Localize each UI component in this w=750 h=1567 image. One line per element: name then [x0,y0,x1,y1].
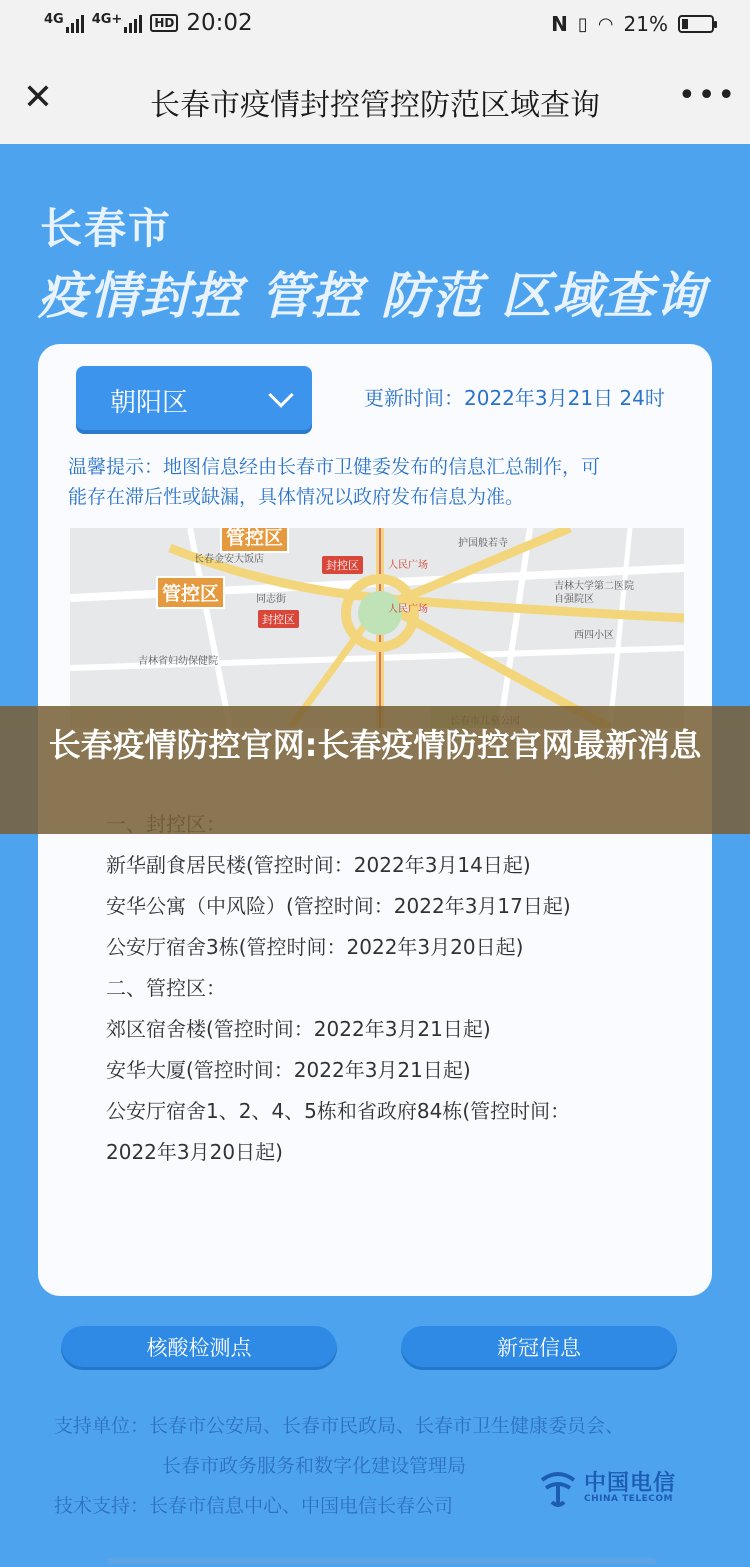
poster-city: 长春市 [40,204,173,253]
area-list [106,808,686,1177]
battery-icon [678,15,714,33]
district-select[interactable] [76,366,312,430]
tip-text [68,452,688,512]
tech-support: 技术支持：长春市信息中心、中国电信长春公司 [54,1495,454,1517]
support-line-2: 长春市政务服务和数字化建设管理局 [162,1455,467,1477]
home-indicator [108,1558,656,1564]
map-label-square-2: 人民广场 [388,604,428,615]
map-label-square-1: 人民广场 [388,560,428,571]
nucleic-test-button[interactable]: 核酸检测点 [61,1326,337,1370]
list-item: 二、管控区： [106,976,226,1000]
article-title: 长春疫情防控官网:长春疫情防控官网最新消息 [48,726,702,764]
map-tag-sealed-2[interactable]: 封控区 [258,610,299,628]
list-item: 公安厅宿舍3栋(管控时间：2022年3月20日起) [106,935,524,959]
vibrate-icon: ▯ [577,13,588,35]
close-icon[interactable]: ✕ [22,77,54,118]
poster-heading: 疫情封控 管控 防范 区域查询 [38,267,706,325]
telecom-name-cn: 中国电信 [584,1471,677,1496]
poster [0,144,750,1567]
map-tag-controlled-left[interactable]: 管控区 [156,576,225,609]
map-tag-controlled-top[interactable]: 管控区 [220,528,289,553]
map-tag-sealed-1[interactable]: 封控区 [322,556,363,574]
more-icon[interactable]: ••• [678,78,738,113]
nav-bar [0,52,750,144]
clock: 20:02 [186,10,253,36]
map-label-jlu: 吉林大学第二医院自强院区 [554,581,634,605]
map-label-tongzhi: 同志街 [256,594,286,605]
wifi-icon: ◠ [597,13,614,35]
tip-line-1: 温馨提示：地图信息经由长春市卫健委发布的信息汇总制作，可 [68,456,601,478]
tip-line-2: 能存在滞后性或缺漏，具体情况以政府发布信息为准。 [68,486,525,508]
page-title: 长春市疫情封控管控防范区域查询 [150,88,600,123]
map-label-hospital: 吉林省妇幼保健院 [138,656,218,667]
signal-icon-2 [92,13,143,33]
telecom-name-en: CHINA TELECOM [584,1494,673,1504]
map-label-xisi: 西四小区 [574,630,614,641]
nfc-icon: N [551,12,568,36]
covid-info-button[interactable]: 新冠信息 [401,1326,677,1370]
map-label-hotel: 长春金安大饭店 [194,554,264,565]
district-select-value: 朝阳区 [110,388,189,418]
china-telecom-logo [536,1466,686,1510]
signal-icon-1 [44,13,84,33]
update-time: 更新时间：2022年3月21日 24时 [364,386,665,410]
network-type-1: 4G [44,12,64,27]
list-item: 2022年3月20日起) [106,1140,283,1164]
telecom-icon [536,1466,580,1510]
list-item: 公安厅宿舍1、2、4、5栋和省政府84栋(管控时间： [106,1099,571,1123]
list-item: 安华公寓（中风险）(管控时间：2022年3月17日起) [106,894,571,918]
list-item: 郊区宿舍楼(管控时间：2022年3月21日起) [106,1017,491,1041]
article-title-banner [0,706,750,834]
area-map[interactable] [70,528,684,728]
battery-percent: 21% [623,12,668,36]
list-item: 安华大厦(管控时间：2022年3月21日起) [106,1058,471,1082]
support-line-1: 支持单位：长春市公安局、长春市民政局、长春市卫生健康委员会、 [54,1415,625,1437]
hd-icon: HD [150,14,178,32]
list-item: 新华副食居民楼(管控时间：2022年3月14日起) [106,853,531,877]
map-label-huguo: 护国般若寺 [458,538,508,549]
status-bar [0,0,750,52]
chevron-down-icon [268,382,293,407]
network-type-2: 4G+ [91,12,123,27]
